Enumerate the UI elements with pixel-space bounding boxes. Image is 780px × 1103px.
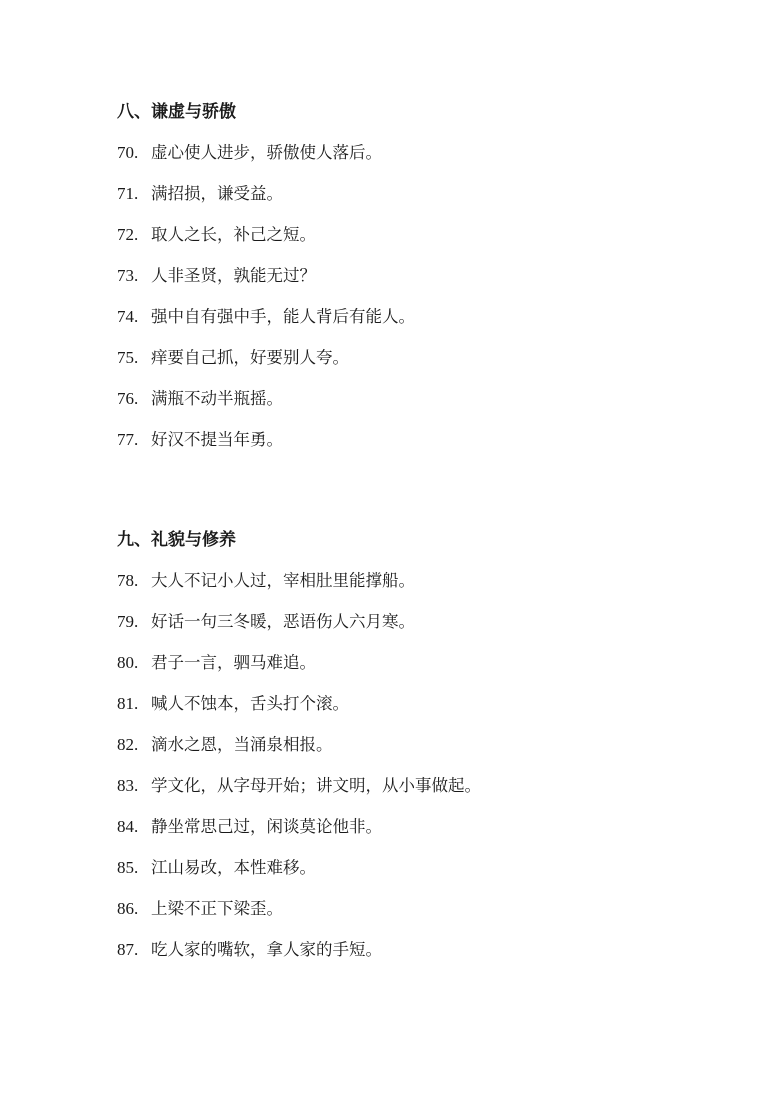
item-text: 满招损，谦受益。: [151, 184, 283, 203]
item-number: 74.: [117, 307, 139, 326]
list-item: [117, 895, 717, 936]
list-item: [117, 262, 717, 303]
item-text: 虚心使人进步，骄傲使人落后。: [151, 143, 382, 162]
item-text: 滴水之恩，当涌泉相报。: [151, 735, 333, 754]
list-item: [117, 567, 717, 608]
item-number: 87.: [117, 940, 139, 959]
list-item: [117, 936, 717, 977]
item-text: 人非圣贤，孰能无过？: [151, 266, 316, 285]
list-item: [117, 772, 717, 813]
item-number: 83.: [117, 776, 139, 795]
item-number: 84.: [117, 817, 139, 836]
item-text: 吃人家的嘴软，拿人家的手短。: [151, 940, 382, 959]
item-text: 静坐常思己过，闲谈莫论他非。: [151, 817, 382, 836]
list-item: [117, 854, 717, 895]
section-heading: 八、谦虚与骄傲: [117, 102, 236, 122]
section-humility-pride: [117, 98, 717, 467]
list-item: [117, 649, 717, 690]
section-heading: 九、礼貌与修养: [117, 530, 236, 550]
item-number: 73.: [117, 266, 139, 285]
item-text: 取人之长，补己之短。: [151, 225, 316, 244]
list-item: [117, 139, 717, 180]
item-text: 江山易改，本性难移。: [151, 858, 316, 877]
item-number: 72.: [117, 225, 139, 244]
item-text: 强中自有强中手，能人背后有能人。: [151, 307, 415, 326]
list-item: [117, 303, 717, 344]
item-text: 好话一句三冬暖，恶语伤人六月寒。: [151, 612, 415, 631]
item-number: 78.: [117, 571, 139, 590]
item-text: 喊人不蚀本，舌头打个滚。: [151, 694, 349, 713]
item-number: 86.: [117, 899, 139, 918]
list-item: [117, 180, 717, 221]
proverb-list: [117, 139, 717, 467]
list-item: [117, 690, 717, 731]
list-item: [117, 221, 717, 262]
list-item: [117, 813, 717, 854]
item-text: 上梁不正下梁歪。: [151, 899, 283, 918]
item-number: 82.: [117, 735, 139, 754]
list-item: [117, 426, 717, 467]
item-number: 80.: [117, 653, 139, 672]
section-courtesy-cultivation: [117, 526, 717, 977]
list-item: [117, 344, 717, 385]
item-number: 77.: [117, 430, 139, 449]
item-number: 79.: [117, 612, 139, 631]
item-number: 75.: [117, 348, 139, 367]
list-item: [117, 385, 717, 426]
item-number: 85.: [117, 858, 139, 877]
item-text: 学文化，从字母开始；讲文明，从小事做起。: [151, 776, 481, 795]
item-text: 满瓶不动半瓶摇。: [151, 389, 283, 408]
item-text: 君子一言，驷马难追。: [151, 653, 316, 672]
proverb-list: [117, 567, 717, 977]
item-text: 好汉不提当年勇。: [151, 430, 283, 449]
item-number: 71.: [117, 184, 139, 203]
item-text: 痒要自己抓，好要别人夸。: [151, 348, 349, 367]
item-text: 大人不记小人过，宰相肚里能撑船。: [151, 571, 415, 590]
item-number: 81.: [117, 694, 139, 713]
list-item: [117, 731, 717, 772]
item-number: 76.: [117, 389, 139, 408]
item-number: 70.: [117, 143, 139, 162]
list-item: [117, 608, 717, 649]
